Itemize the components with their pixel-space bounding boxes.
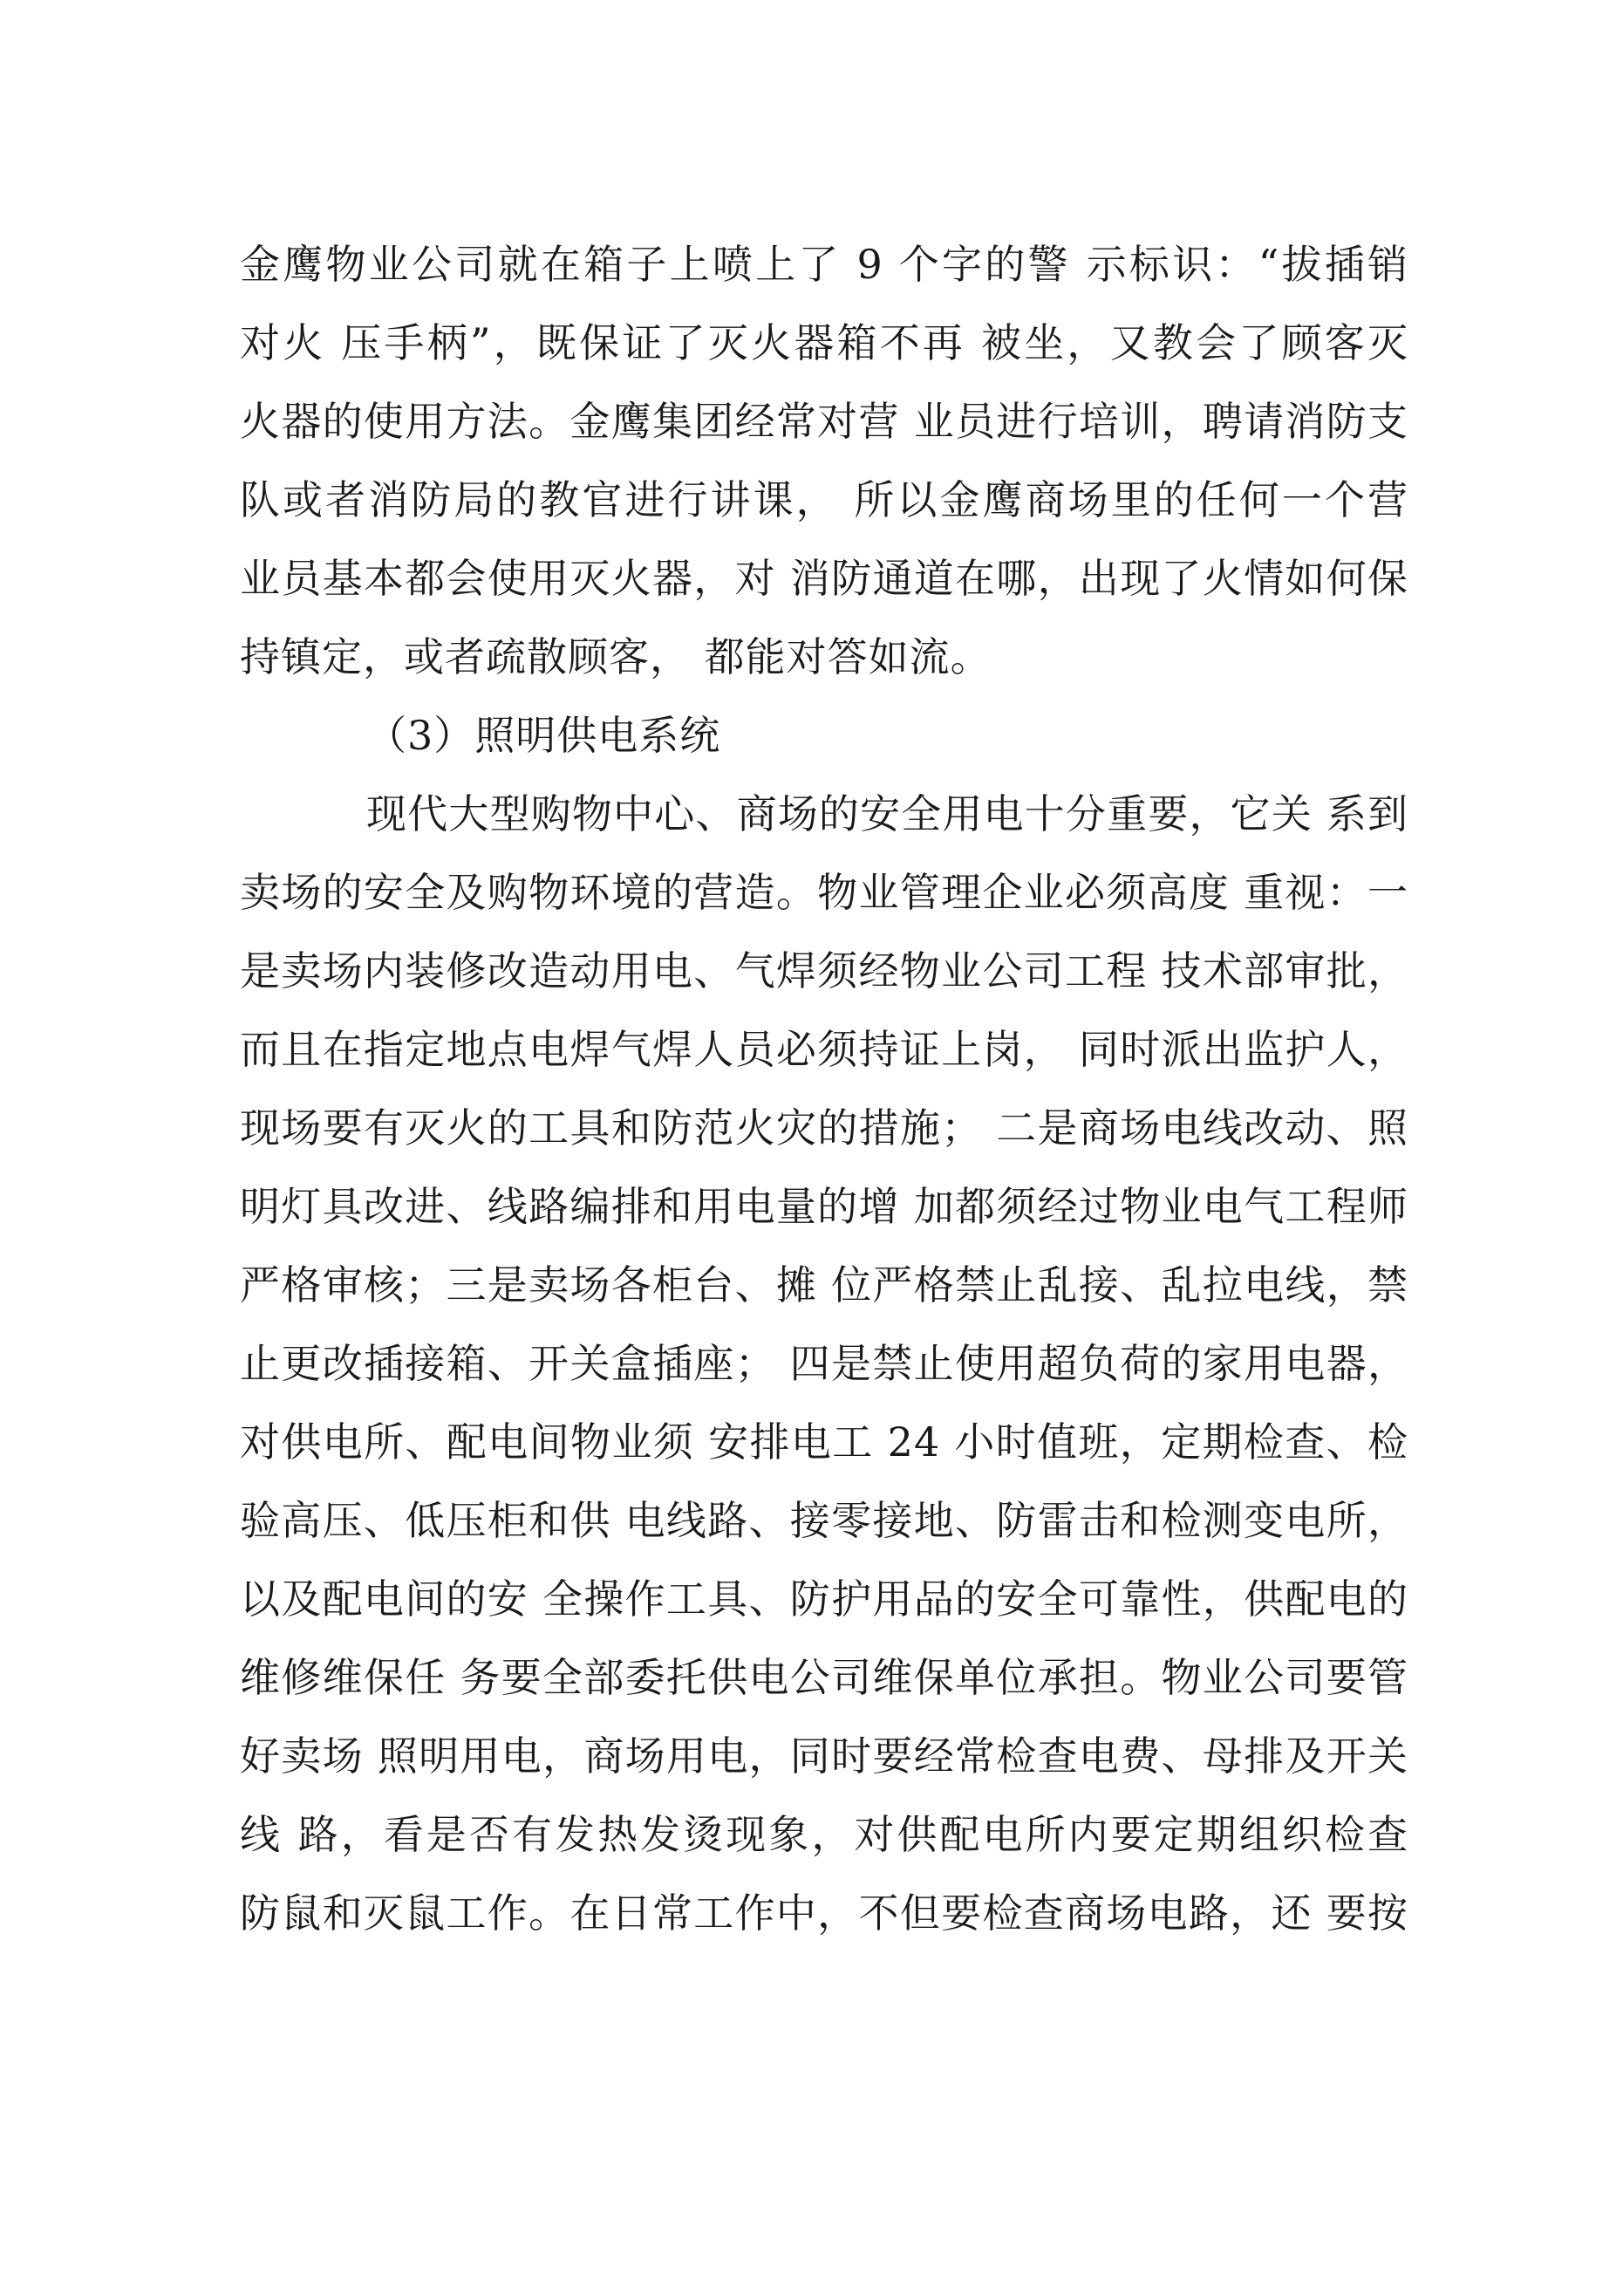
paragraph-2-line-2: 卖场的安全及购物环境的营造。物业管理企业必须高度 重视：一 bbox=[240, 869, 1408, 916]
paragraph-2-line-5: 现场要有灭火的工具和防范火灾的措施； 二是商场电线改动、照 bbox=[240, 1104, 1408, 1151]
paragraph-2-line-9: 对供电所、配电间物业须 安排电工 24 小时值班，定期检查、检 bbox=[240, 1418, 1408, 1466]
paragraph-2-line-3: 是卖场内装修改造动用电、气焊须经物业公司工程 技术部审批， bbox=[240, 947, 1408, 994]
paragraph-2-line-12: 维修维保任 务要全部委托供电公司维保单位承担。物业公司要管 bbox=[240, 1654, 1408, 1701]
paragraph-2-line-8: 止更改插接箱、开关盒插座； 四是禁止使用超负荷的家用电器， bbox=[240, 1340, 1408, 1387]
paragraph-2-line-4: 而且在指定地点电焊气焊人员必须持证上岗， 同时派出监护人， bbox=[240, 1026, 1408, 1073]
paragraph-2-line-14: 线 路，看是否有发热发烫现象，对供配电所内要定期组织检查 bbox=[240, 1811, 1408, 1858]
paragraph-2-line-1: 现代大型购物中心、商场的安全用电十分重要，它关 系到 bbox=[366, 790, 1408, 837]
paragraph-2-line-7: 严格审核；三是卖场各柜台、摊 位严格禁止乱接、乱拉电线，禁 bbox=[240, 1261, 1408, 1309]
paragraph-1-line-1: 金鹰物业公司就在箱子上喷上了 9 个字的警 示标识：“拔插销 bbox=[240, 241, 1408, 288]
paragraph-2-line-15: 防鼠和灭鼠工作。在日常工作中，不但要检查商场电路，还 要按 bbox=[240, 1889, 1408, 1937]
paragraph-1-line-5: 业员基本都会使用灭火器，对 消防通道在哪，出现了火情如何保 bbox=[240, 555, 1408, 602]
paragraph-1-line-4: 队或者消防局的教官进行讲课， 所以金鹰商场里的任何一个营 bbox=[240, 476, 1408, 523]
paragraph-2-line-6: 明灯具改进、线路编排和用电量的增 加都须经过物业电气工程师 bbox=[240, 1183, 1408, 1230]
paragraph-1-line-3: 火器的使用方法。金鹰集团经常对营 业员进行培训，聘请消防支 bbox=[240, 398, 1408, 445]
paragraph-1-line-6: 持镇定，或者疏散顾客， 都能对答如流。 bbox=[240, 633, 992, 680]
section-heading: （3）照明供电系统 bbox=[366, 712, 721, 759]
paragraph-2-line-11: 以及配电间的安 全操作工具、防护用品的安全可靠性，供配电的 bbox=[240, 1575, 1408, 1623]
paragraph-2-line-10: 验高压、低压柜和供 电线路、接零接地、防雷击和检测变电所， bbox=[240, 1497, 1408, 1544]
paragraph-1-line-2: 对火 压手柄”，既保证了灭火器箱不再 被坐，又教会了顾客灭 bbox=[240, 319, 1408, 366]
paragraph-2-line-13: 好卖场 照明用电，商场用电，同时要经常检查电费、母排及开关 bbox=[240, 1732, 1408, 1780]
